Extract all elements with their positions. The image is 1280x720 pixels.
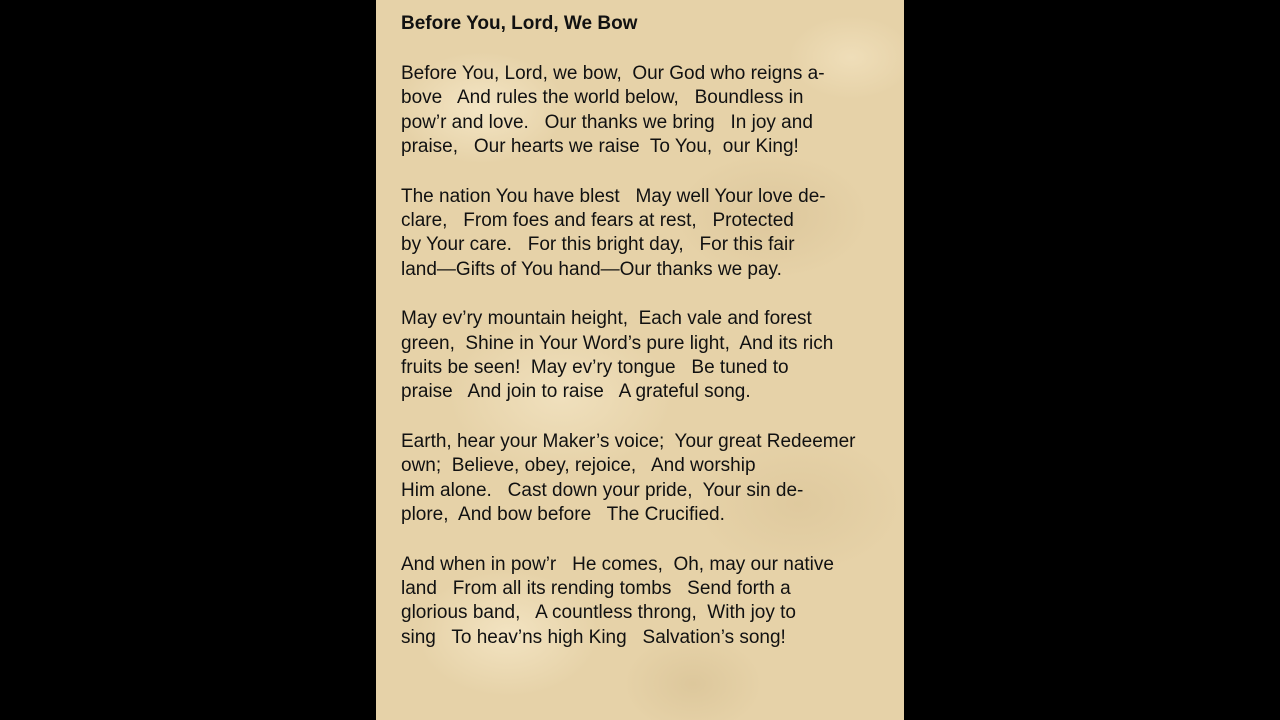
- stanza-line: bove And rules the world below, Boundless in: [401, 87, 804, 109]
- stanza-line: sing To heav’ns high King Salvation’s song!: [401, 626, 786, 648]
- stanza-line: green, Shine in Your Word’s pure light, And its rich: [401, 332, 834, 354]
- stanza-line: praise And join to raise A grateful song.: [401, 381, 751, 403]
- stanza-line: Earth, hear your Maker’s voice; Your great Redeemer: [401, 430, 856, 452]
- stanza-2: [401, 185, 904, 283]
- stanza-line: Before You, Lord, we bow, Our God who reigns a-: [401, 63, 825, 84]
- stanza-line: land—Gifts of You hand—Our thanks we pay.: [401, 258, 782, 280]
- stanza-line: fruits be seen! May ev’ry tongue Be tuned to: [401, 357, 789, 379]
- stanza-line: pow’r and love. Our thanks we bring In joy and: [401, 111, 813, 133]
- parchment-page: [376, 0, 904, 720]
- stanza-line: own; Believe, obey, rejoice, And worship: [401, 455, 756, 477]
- stanza-1: [401, 62, 904, 160]
- stanza-line: plore, And bow before The Crucified.: [401, 504, 725, 526]
- hymn-title: Before You, Lord, We Bow: [401, 13, 638, 34]
- stanza-line: And when in pow’r He comes, Oh, may our native: [401, 553, 834, 575]
- stanza-line: land From all its rending tombs Send forth a: [401, 577, 791, 599]
- stanza-4: [401, 430, 904, 528]
- stanza-line: The nation You have blest May well Your love de-: [401, 185, 826, 207]
- stanza-line: praise, Our hearts we raise To You, our King!: [401, 136, 799, 158]
- stanza-line: glorious band, A countless throng, With joy to: [401, 602, 797, 624]
- stanza-line: clare, From foes and fears at rest, Protected: [401, 210, 794, 232]
- stanza-5: [401, 553, 904, 651]
- stanza-3: [401, 307, 904, 405]
- stanza-line: by Your care. For this bright day, For this fair: [401, 234, 795, 256]
- stanza-line: Him alone. Cast down your pride, Your sin de-: [401, 479, 804, 501]
- stanza-line: May ev’ry mountain height, Each vale and forest: [401, 308, 812, 330]
